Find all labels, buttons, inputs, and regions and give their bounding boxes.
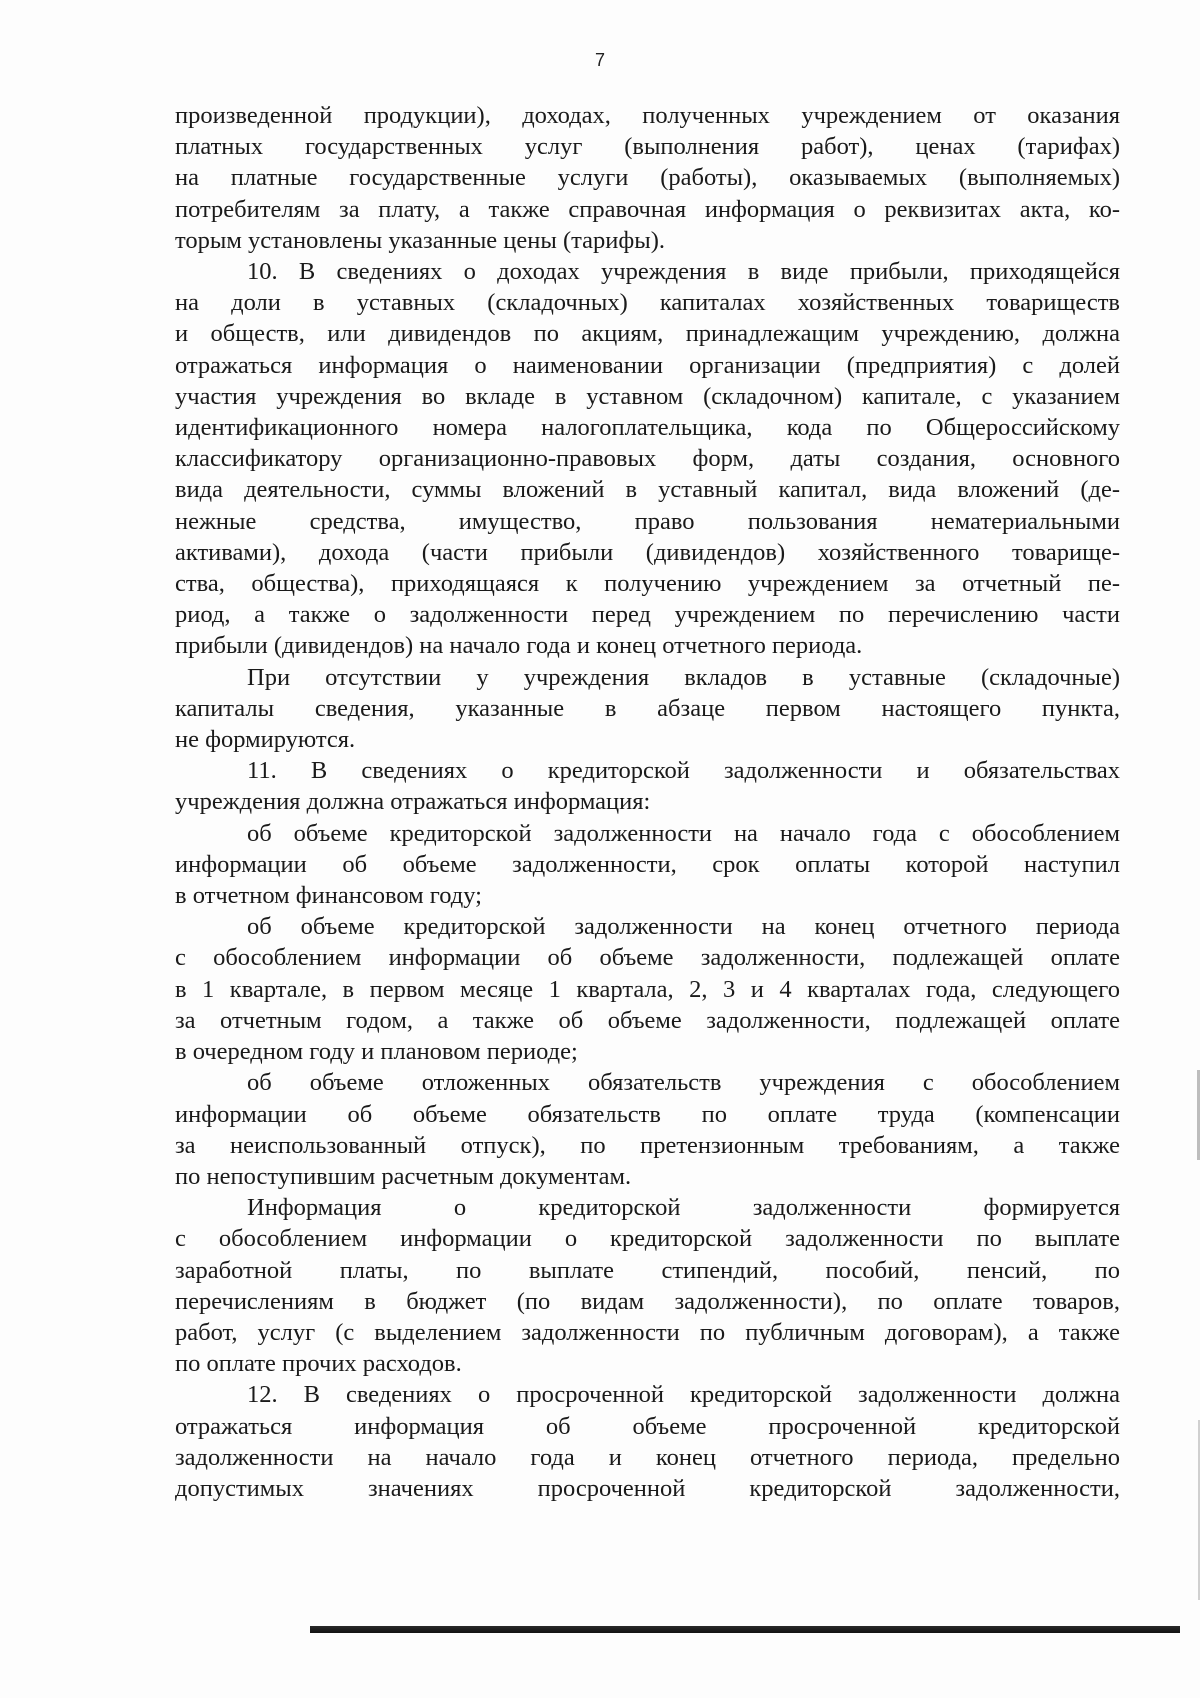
text-line: работ, услуг (с выделением задолженности по публичным договорам), а также bbox=[175, 1318, 1120, 1346]
text-line: об объеме отложенных обязательств учреждения с обособлением bbox=[247, 1069, 1120, 1097]
text-line: об объеме кредиторской задолженности на начало года с обособлением bbox=[247, 819, 1120, 847]
text-line: ства, общества), приходящаяся к получению учреждением за отчетный пе- bbox=[175, 570, 1120, 598]
text-line: отражаться информация об объеме просроченной кредиторской bbox=[175, 1412, 1120, 1440]
page-number: 7 bbox=[594, 50, 605, 70]
text-line: Информация о кредиторской задолженности формируется bbox=[247, 1194, 1120, 1222]
text-line: активами), дохода (части прибыли (дивидендов) хозяйственного товарище- bbox=[175, 538, 1120, 566]
text-line: отражаться информация о наименовании организации (предприятия) с долей bbox=[175, 351, 1120, 379]
document-body bbox=[175, 100, 1120, 1504]
text-line: задолженности на начало года и конец отчетного периода, предельно bbox=[175, 1443, 1120, 1471]
bottom-scan-rule bbox=[310, 1626, 1180, 1633]
text-line: риод, а также о задолженности перед учреждением по перечислению части bbox=[175, 601, 1120, 629]
text-line: информации об объеме задолженности, срок оплаты которой наступил bbox=[175, 850, 1120, 878]
text-line: на доли в уставных (складочных) капиталах хозяйственных товариществ bbox=[175, 289, 1120, 317]
text-line: потребителям за плату, а также справочная информация о реквизитах акта, ко- bbox=[175, 195, 1120, 223]
text-line: классификатору организационно-правовых форм, даты создания, основного bbox=[175, 445, 1120, 473]
text-line: по непоступившим расчетным документам. bbox=[175, 1162, 632, 1190]
text-line: с обособлением информации об объеме задолженности, подлежащей оплате bbox=[175, 944, 1120, 972]
text-line: и обществ, или дивидендов по акциям, принадлежащим учреждению, должна bbox=[175, 320, 1120, 348]
text-line: платных государственных услуг (выполнения работ), ценах (тарифах) bbox=[175, 133, 1120, 161]
text-line: 12. В сведениях о просроченной кредиторской задолженности должна bbox=[247, 1381, 1120, 1409]
text-line: капиталы сведения, указанные в абзаце первом настоящего пункта, bbox=[175, 694, 1120, 722]
text-line: допустимых значениях просроченной кредиторской задолженности, bbox=[175, 1474, 1120, 1502]
text-line: вида деятельности, суммы вложений в уставный капитал, вида вложений (де- bbox=[175, 476, 1120, 504]
text-line: не формируются. bbox=[175, 726, 356, 754]
text-line: 11. В сведениях о кредиторской задолженности и обязательствах bbox=[247, 757, 1120, 785]
text-line: в очередном году и плановом периоде; bbox=[175, 1038, 578, 1066]
text-line: При отсутствии у учреждения вкладов в уставные (складочные) bbox=[247, 663, 1120, 691]
text-line: перечислениям в бюджет (по видам задолженности), по оплате товаров, bbox=[175, 1287, 1120, 1315]
text-line: нежные средства, имущество, право пользования нематериальными bbox=[175, 507, 1120, 535]
text-line: за отчетным годом, а также об объеме задолженности, подлежащей оплате bbox=[175, 1006, 1120, 1034]
text-line: информации об объеме обязательств по оплате труда (компенсации bbox=[175, 1100, 1120, 1128]
text-line: торым установлены указанные цены (тарифы). bbox=[175, 226, 665, 254]
text-line: произведенной продукции), доходах, полученных учреждением от оказания bbox=[175, 102, 1120, 129]
text-line: за неиспользованный отпуск), по претензионным требованиям, а также bbox=[175, 1131, 1120, 1159]
text-line: на платные государственные услуги (работы), оказываемых (выполняемых) bbox=[175, 164, 1120, 192]
text-line: заработной платы, по выплате стипендий, пособий, пенсий, по bbox=[175, 1256, 1120, 1284]
text-line: об объеме кредиторской задолженности на конец отчетного периода bbox=[247, 913, 1120, 941]
text-line: учреждения должна отражаться информация: bbox=[175, 788, 651, 816]
text-line: в 1 квартале, в первом месяце 1 квартала, 2, 3 и 4 кварталах года, следующего bbox=[175, 975, 1120, 1003]
text-line: участия учреждения во вкладе в уставном (складочном) капитале, с указанием bbox=[175, 382, 1120, 410]
text-line: по оплате прочих расходов. bbox=[175, 1350, 462, 1378]
text-line: идентификационного номера налогоплательщика, кода по Общероссийскому bbox=[175, 414, 1120, 442]
text-line: 10. В сведениях о доходах учреждения в виде прибыли, приходящейся bbox=[247, 258, 1120, 286]
text-line: прибыли (дивидендов) на начало года и конец отчетного периода. bbox=[175, 632, 863, 660]
text-line: в отчетном финансовом году; bbox=[175, 882, 482, 910]
text-line: с обособлением информации о кредиторской задолженности по выплате bbox=[175, 1225, 1120, 1253]
